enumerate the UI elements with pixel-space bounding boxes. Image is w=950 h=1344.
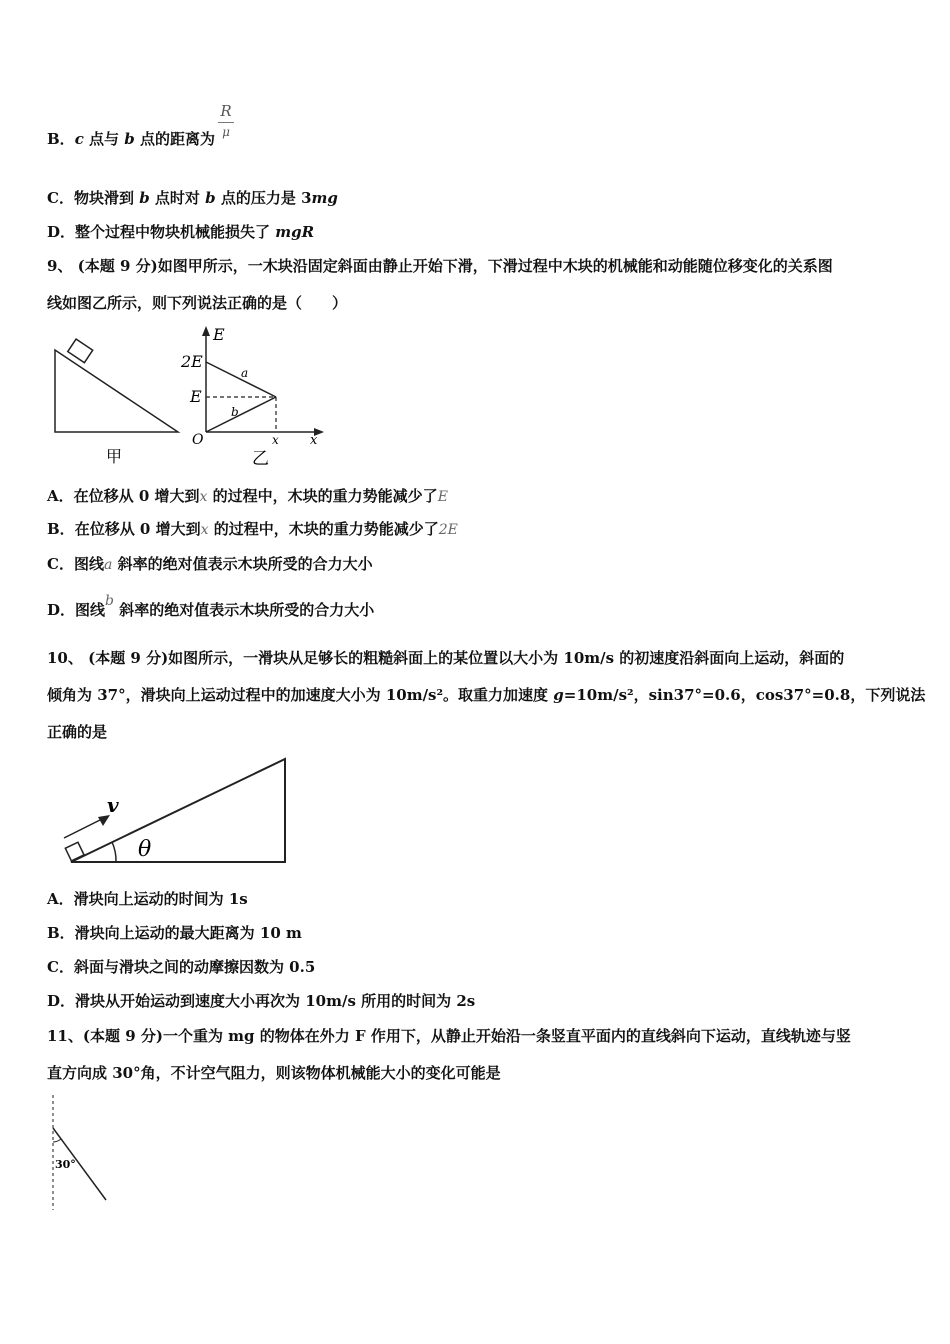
q11-stem-line2: 直方向成 30°角，不计空气阻力，则该物体机械能大小的变化可能是	[47, 1064, 501, 1082]
q10-velocity-label: v	[107, 793, 119, 817]
q9-option-c: C．图线a 斜率的绝对值表示木块所受的合力大小	[47, 555, 373, 573]
q9-tick-x: x	[272, 433, 279, 447]
q10-option-c: C．斜面与滑块之间的动摩擦因数为 0.5	[47, 958, 316, 976]
q10-option-b: B．滑块向上运动的最大距离为 10 m	[47, 924, 302, 942]
q9-fig-yi-label: 乙	[252, 449, 269, 469]
q10-theta-label: θ	[138, 837, 152, 862]
q9-option-d: D．图线b 斜率的绝对值表示木块所受的合力大小	[47, 593, 375, 619]
q9-axis-x-label: x	[310, 433, 318, 448]
q8-option-c: C．物块滑到 b 点时对 b 点的压力是 3mg	[47, 189, 338, 207]
q11-stem-line1: 11、(本题 9 分)一个重为 mg 的物体在外力 F 作用下，从静止开始沿一条竖直平面内的直线斜向下运动，直线轨迹与竖	[47, 1027, 851, 1045]
q9-tick-o: O	[192, 432, 204, 448]
q9-line-a-label: a	[241, 366, 249, 380]
q10-stem-line2: 倾角为 37°，滑块向上运动过程中的加速度大小为 10m/s²。取重力加速度 g=10m/s²，sin37°=0.6，cos37°=0.8，下列说法	[47, 686, 926, 704]
q9-line-b-label: b	[231, 405, 239, 419]
q9-option-b: B．在位移从 0 增大到x 的过程中，木块的重力势能减少了2E	[47, 520, 458, 538]
q10-option-d: D．滑块从开始运动到速度大小再次为 10m/s 所用的时间为 2s	[47, 992, 476, 1010]
q10-option-a: A．滑块向上运动的时间为 1s	[47, 890, 248, 908]
q9-axis-e-label: E	[213, 325, 225, 344]
q9-stem-line2: 线如图乙所示，则下列说法正确的是（ ）	[47, 294, 348, 312]
q9-stem-line1: 9、 (本题 9 分)如图甲所示，一木块沿固定斜面由静止开始下滑，下滑过程中木块的机械能和动能随位移变化的关系图	[47, 257, 833, 275]
q11-angle-label: 30°	[55, 1158, 76, 1171]
q10-stem-line3: 正确的是	[47, 723, 108, 741]
q9-option-a: A．在位移从 0 增大到x 的过程中，木块的重力势能减少了E	[47, 487, 448, 505]
q9-tick-2e: 2E	[181, 352, 203, 371]
q8-fraction-r-over-mu: R μ	[218, 102, 234, 139]
q8-option-b: B．c 点与 b 点的距离为	[47, 130, 216, 148]
q9-tick-e: E	[190, 387, 202, 406]
q8-option-d: D．整个过程中物块机械能损失了 mgR	[47, 223, 315, 241]
q10-stem-line1: 10、 (本题 9 分)如图所示，一滑块从足够长的粗糙斜面上的某位置以大小为 10m/s 的初速度沿斜面向上运动，斜面的	[47, 649, 845, 667]
q9-fig-jia-label: 甲	[106, 447, 123, 466]
